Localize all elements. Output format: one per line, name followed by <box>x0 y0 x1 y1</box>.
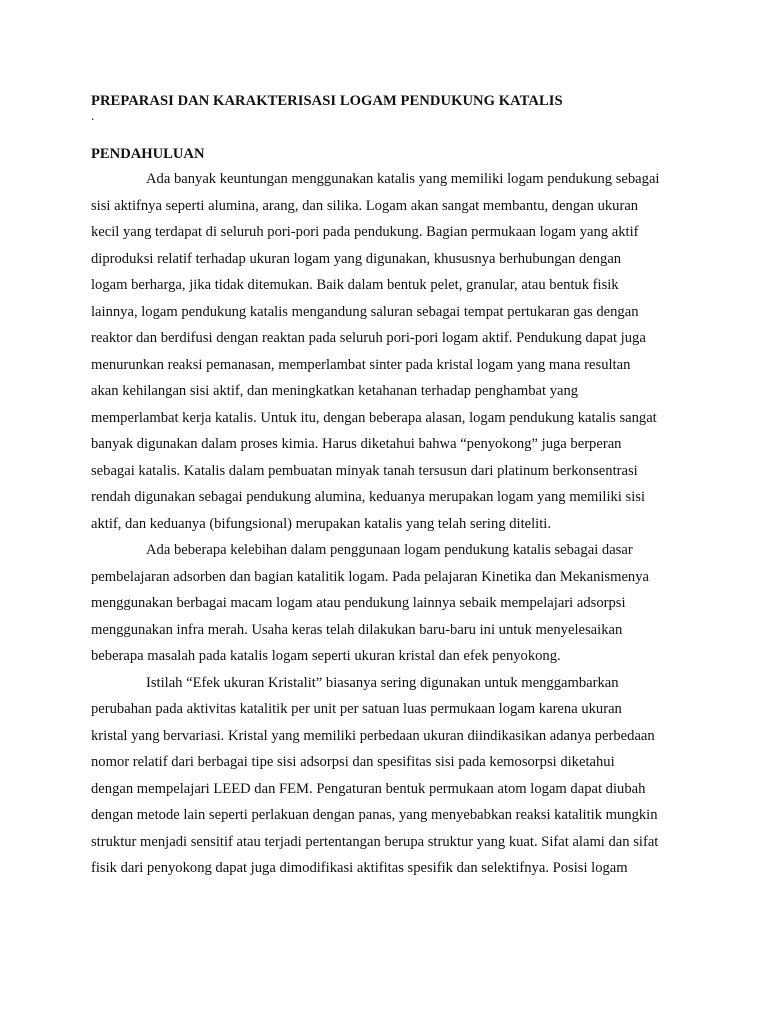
body-text <box>91 166 681 882</box>
text-line: aktif, dan keduanya (bifungsional) merupakan katalis yang telah sering diteliti. <box>91 515 551 532</box>
paragraph-1 <box>91 166 681 537</box>
text-line: pembelajaran adsorben dan bagian katalitik logam. Pada pelajaran Kinetika dan Mekanismenya <box>91 568 650 585</box>
text-line: sebagai katalis. Katalis dalam pembuatan minyak tanah tersusun dari platinum berkonsentrasi <box>91 462 638 479</box>
text-line: lainnya, logam pendukung katalis mengandung saluran sebagai tempat pertukaran gas dengan <box>91 303 639 320</box>
document-title: PREPARASI DAN KARAKTERISASI LOGAM PENDUKUNG KATALIS <box>91 93 563 109</box>
text-line: Ada beberapa kelebihan dalam penggunaan logam pendukung katalis sebagai dasar <box>146 542 633 558</box>
text-line: kecil yang terdapat di seluruh pori-pori pada pendukung. Bagian permukaan logam yang aktif <box>91 224 639 240</box>
text-line: rendah digunakan sebagai pendukung alumina, keduanya merupakan logam yang memiliki sisi <box>91 489 646 505</box>
text-line: memperlambat kerja katalis. Untuk itu, dengan beberapa alasan, logam pendukung katalis sangat <box>91 409 657 426</box>
title-mark: . <box>91 108 95 123</box>
text-line: struktur menjadi sensitif atau terjadi pertentangan berupa struktur yang kuat. Sifat alami dan sifat <box>91 833 659 850</box>
text-line: dengan metode lain seperti perlakuan dengan panas, yang menyebabkan reaksi katalitik mungkin <box>91 807 658 823</box>
text-line: menggunakan berbagai macam logam atau pendukung lainnya sebaik mempelajari adsorpsi <box>91 595 626 611</box>
text-line: menggunakan infra merah. Usaha keras telah dilakukan baru-baru ini untuk menyelesaikan <box>91 621 623 638</box>
section-heading: PENDAHULUAN <box>91 146 205 162</box>
text-line: fisik dari penyokong dapat juga dimodifikasi aktifitas spesifik dan selektifnya. Posisi logam <box>91 860 628 876</box>
text-line: sisi aktifnya seperti alumina, arang, dan silika. Logam akan sangat membantu, dengan ukuran <box>91 197 639 214</box>
text-line: banyak digunakan dalam proses kimia. Harus diketahui bahwa “penyokong” juga berperan <box>91 436 622 452</box>
paragraph-3 <box>91 670 681 882</box>
text-line: kristal yang bervariasi. Kristal yang memiliki perbedaan ukuran diindikasikan adanya perbedaan <box>91 727 655 744</box>
text-line: logam berharga, jika tidak ditemukan. Baik dalam bentuk pelet, granular, atau bentuk fisik <box>91 277 619 293</box>
text-line: Istilah “Efek ukuran Kristalit” biasanya sering digunakan untuk menggambarkan <box>146 674 619 691</box>
text-line: menurunkan reaksi pemanasan, memperlambat sinter pada kristal logam yang mana resultan <box>91 356 631 373</box>
text-line: dengan mempelajari LEED dan FEM. Pengaturan bentuk permukaan atom logam dapat diubah <box>91 780 646 797</box>
text-line: nomor relatif dari berbagai tipe sisi adsorpsi dan spesifitas sisi pada kemosorpsi diketahui <box>91 754 615 770</box>
text-line: Ada banyak keuntungan menggunakan katalis yang memiliki logam pendukung sebagai <box>146 171 660 187</box>
text-line: perubahan pada aktivitas katalitik per unit per satuan luas permukaan logam karena ukuran <box>91 701 622 717</box>
text-line: reaktor dan berdifusi dengan reaktan pada seluruh pori-pori logam aktif. Pendukung dapat juga <box>91 330 646 346</box>
text-line: beberapa masalah pada katalis logam seperti ukuran kristal dan efek penyokong. <box>91 648 561 664</box>
paragraph-2 <box>91 537 681 670</box>
text-line: diproduksi relatif terhadap ukuran logam yang digunakan, khususnya berhubungan dengan <box>91 250 622 267</box>
text-line: akan kehilangan sisi aktif, dan meningkatkan ketahanan terhadap penghambat yang <box>91 383 579 399</box>
